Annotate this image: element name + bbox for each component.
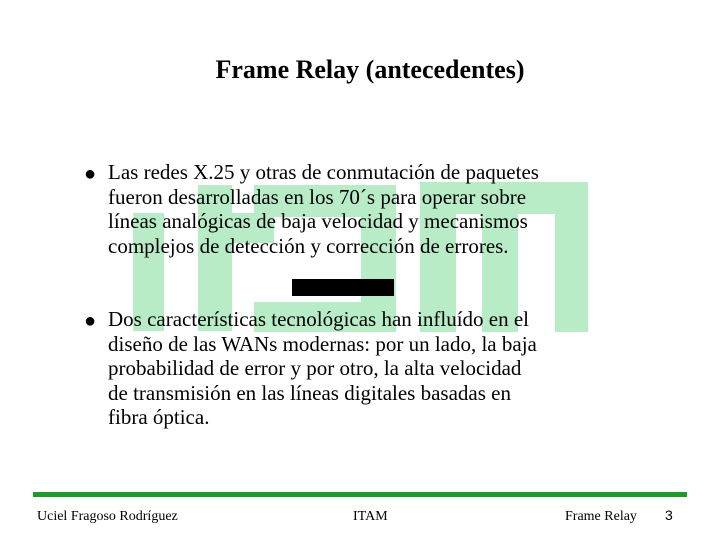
footer-rule bbox=[33, 492, 687, 497]
bullet-2-marker: ● bbox=[84, 310, 97, 332]
bullet-1-marker: ● bbox=[84, 163, 97, 185]
footer-institution: ITAM bbox=[353, 509, 388, 524]
bullet-2-line-4: de transmisión en las líneas digitales basadas en bbox=[108, 380, 511, 405]
slide-title: Frame Relay (antecedentes) bbox=[215, 55, 525, 84]
bullet-2-line-3: probabilidad de error y por otro, la alta velocidad bbox=[108, 356, 522, 380]
footer-topic: Frame Relay bbox=[565, 509, 637, 524]
watermark-dark-bar bbox=[292, 279, 394, 296]
bullet-1-line-4: complejos de detección y corrección de errores. bbox=[108, 233, 509, 258]
bullet-1-line-3: líneas analógicas de baja velocidad y mecanismos bbox=[108, 209, 528, 233]
bullet-2-line-2: diseño de las WANs modernas: por un lado, la baja bbox=[108, 331, 537, 356]
bullet-2-line-1: Dos características tecnológicas han influído en el bbox=[108, 307, 530, 331]
footer-author: Uciel Fragoso Rodríguez bbox=[37, 509, 178, 524]
page-number: 3 bbox=[665, 507, 673, 523]
bullet-2-line-5: fibra óptica. bbox=[108, 405, 210, 429]
bullet-1-line-2: fueron desarrolladas en los 70´s para operar sobre bbox=[108, 184, 527, 209]
bullet-2-text bbox=[108, 307, 648, 430]
bullet-1-line-1: Las redes X.25 y otras de conmutación de paquetes bbox=[108, 160, 539, 184]
bullet-1-text bbox=[108, 160, 648, 258]
